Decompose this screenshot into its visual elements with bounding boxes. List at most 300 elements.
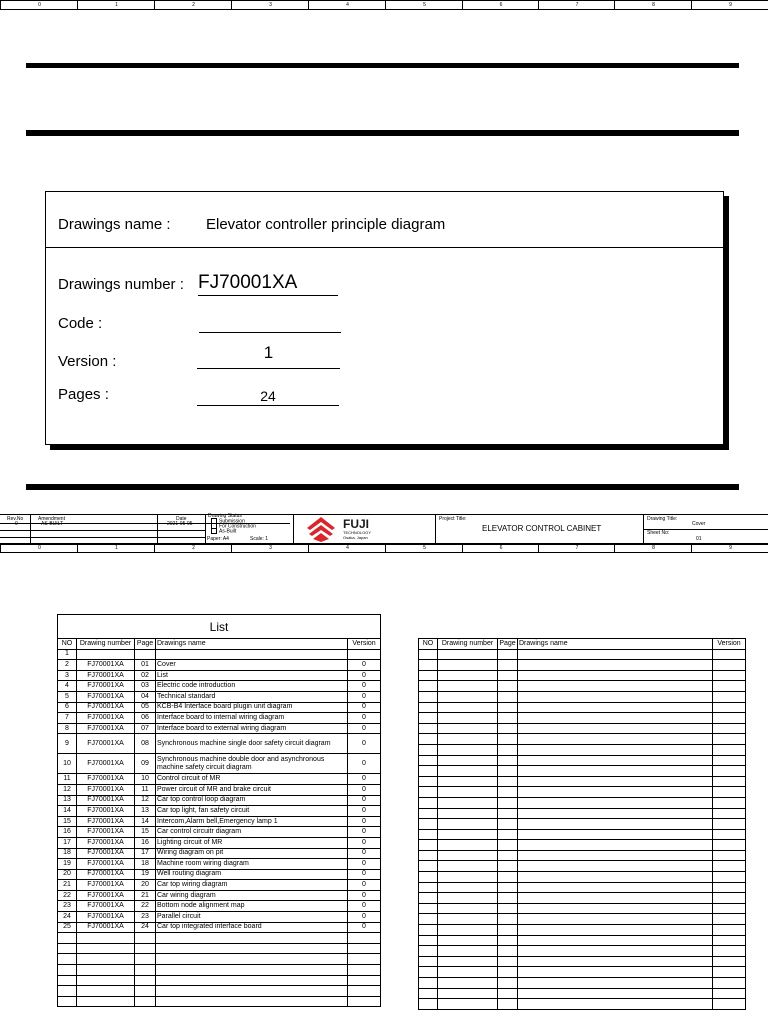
table-row xyxy=(58,901,381,912)
ruler-number: 6 xyxy=(462,544,539,552)
drawing-number-cell xyxy=(438,819,498,830)
page-cell: 15 xyxy=(135,827,156,838)
page-cell xyxy=(498,787,518,798)
version-cell xyxy=(713,797,746,808)
drawing-number-cell xyxy=(438,882,498,893)
drawings-name-cell xyxy=(518,872,713,883)
drawings-name-cell xyxy=(518,861,713,872)
sheet-no-label: Sheet No: xyxy=(647,530,670,536)
page-cell: 13 xyxy=(135,806,156,817)
table-row xyxy=(419,787,746,798)
version-cell: 0 xyxy=(348,880,381,891)
table-row xyxy=(58,912,381,923)
version-cell xyxy=(713,903,746,914)
table-row xyxy=(58,975,381,986)
version-cell xyxy=(713,956,746,967)
version-cell xyxy=(713,893,746,904)
drawings-name-cell: Synchronous machine double door and asynchronous machine safety circuit diagram xyxy=(156,754,348,774)
version-cell: Version xyxy=(713,639,746,650)
card-divider xyxy=(46,247,723,248)
drawing-number-cell: FJ70001XA xyxy=(77,890,135,901)
drawing-number-cell xyxy=(438,776,498,787)
version-cell: 0 xyxy=(348,784,381,795)
version-cell xyxy=(713,702,746,713)
amendment-label: Amendment xyxy=(38,516,65,522)
table-row xyxy=(58,774,381,785)
page-cell xyxy=(498,967,518,978)
drawings-name-cell xyxy=(518,702,713,713)
version-value: 1 xyxy=(197,343,340,369)
table-row xyxy=(419,956,746,967)
version-cell xyxy=(713,713,746,724)
drawing-number-cell xyxy=(77,996,135,1007)
drawings-name-cell xyxy=(518,840,713,851)
page-cell xyxy=(498,670,518,681)
table-row xyxy=(419,840,746,851)
page-cell xyxy=(135,986,156,997)
no-cell xyxy=(419,840,438,851)
no-cell xyxy=(419,787,438,798)
drawing-number-cell: FJ70001XA xyxy=(77,713,135,724)
version-label: Version : xyxy=(58,353,117,370)
no-cell: 15 xyxy=(58,816,77,827)
drawings-name-cell: Drawings name xyxy=(518,639,713,650)
version-cell xyxy=(348,933,381,944)
version-cell xyxy=(713,755,746,766)
drawing-number-cell: FJ70001XA xyxy=(77,922,135,933)
drawing-number-cell xyxy=(77,933,135,944)
drawing-number-cell: FJ70001XA xyxy=(77,827,135,838)
page-cell: 21 xyxy=(135,890,156,901)
drawings-name-cell xyxy=(518,893,713,904)
drawing-number-cell xyxy=(438,670,498,681)
version-cell: 0 xyxy=(348,670,381,681)
ruler-number: 1 xyxy=(77,544,155,552)
company-name: FUJI xyxy=(343,517,370,531)
version-cell xyxy=(348,965,381,976)
drawing-number-cell xyxy=(438,787,498,798)
no-cell: 4 xyxy=(58,681,77,692)
table-row xyxy=(58,954,381,965)
page-cell xyxy=(498,925,518,936)
no-cell: 3 xyxy=(58,670,77,681)
page-cell xyxy=(498,946,518,957)
page-cell: 12 xyxy=(135,795,156,806)
drawing-number-cell xyxy=(438,861,498,872)
drawings-number-value: FJ70001XA xyxy=(198,272,338,296)
page-cell xyxy=(498,649,518,660)
drawings-name-cell xyxy=(518,660,713,671)
page-cell: 04 xyxy=(135,691,156,702)
drawings-name-cell xyxy=(518,850,713,861)
drawings-name-cell: Parallel circuit xyxy=(156,912,348,923)
no-cell xyxy=(419,766,438,777)
drawing-number-cell xyxy=(438,713,498,724)
drawing-number-cell: FJ70001XA xyxy=(77,848,135,859)
page-cell: 20 xyxy=(135,880,156,891)
page-cell xyxy=(498,956,518,967)
page-cell xyxy=(498,808,518,819)
table-row xyxy=(58,848,381,859)
no-cell xyxy=(419,893,438,904)
ruler-number: 0 xyxy=(0,1,78,9)
ruler-number: 9 xyxy=(691,544,768,552)
drawings-name-cell: Cover xyxy=(156,660,348,671)
version-cell xyxy=(348,996,381,1007)
version-cell: 0 xyxy=(348,816,381,827)
version-cell: 0 xyxy=(348,702,381,713)
version-cell: 0 xyxy=(348,922,381,933)
no-cell xyxy=(419,988,438,999)
version-cell xyxy=(713,776,746,787)
drawing-number-cell: Drawing number xyxy=(438,639,498,650)
drawings-name-cell: Drawings name xyxy=(156,639,348,650)
drawings-name-cell xyxy=(156,986,348,997)
version-cell: 0 xyxy=(348,848,381,859)
version-cell: 0 xyxy=(348,774,381,785)
version-cell xyxy=(713,787,746,798)
page-cell: 08 xyxy=(135,734,156,754)
drawings-name-cell: Well routing diagram xyxy=(156,869,348,880)
table-row xyxy=(419,713,746,724)
table-row xyxy=(419,935,746,946)
drawing-number-cell xyxy=(77,954,135,965)
table-row xyxy=(419,999,746,1010)
company-location: Osaka, Japan xyxy=(343,535,368,540)
version-cell xyxy=(713,946,746,957)
page-cell: 23 xyxy=(135,912,156,923)
drawing-number-cell xyxy=(438,840,498,851)
ruler-number: 3 xyxy=(231,1,309,9)
drawing-number-cell xyxy=(438,829,498,840)
version-cell xyxy=(713,819,746,830)
table-row xyxy=(419,691,746,702)
version-cell: 0 xyxy=(348,660,381,671)
version-cell xyxy=(713,999,746,1010)
no-cell: 10 xyxy=(58,754,77,774)
no-cell xyxy=(58,933,77,944)
version-cell xyxy=(713,925,746,936)
code-value xyxy=(199,314,341,333)
table-row xyxy=(419,819,746,830)
drawings-name-cell: Interface board to external wiring diagram xyxy=(156,723,348,734)
drawing-number-cell: FJ70001XA xyxy=(77,723,135,734)
drawing-number-cell xyxy=(438,744,498,755)
table-row xyxy=(58,660,381,671)
drawing-number-cell: FJ70001XA xyxy=(77,784,135,795)
drawing-number-cell: FJ70001XA xyxy=(77,734,135,754)
drawing-number-cell xyxy=(77,965,135,976)
drawings-name-cell: Car top wiring diagram xyxy=(156,880,348,891)
drawing-number-cell: FJ70001XA xyxy=(77,901,135,912)
table-row xyxy=(58,649,381,660)
scale-label: Scale: 1 xyxy=(250,536,269,542)
table-row xyxy=(58,734,381,754)
table-row xyxy=(58,723,381,734)
version-cell: 0 xyxy=(348,754,381,774)
cover-card xyxy=(45,191,724,445)
table-row xyxy=(58,986,381,997)
project-title-label: Project Title: xyxy=(439,516,467,522)
no-cell xyxy=(419,925,438,936)
drawings-name-cell xyxy=(518,713,713,724)
drawing-number-cell xyxy=(438,935,498,946)
table-row xyxy=(419,946,746,957)
drawing-number-cell: FJ70001XA xyxy=(77,912,135,923)
drawings-name-cell: Power circuit of MR and brake circuit xyxy=(156,784,348,795)
drawings-name-cell xyxy=(518,935,713,946)
version-cell xyxy=(348,943,381,954)
drawing-number-cell: FJ70001XA xyxy=(77,702,135,713)
no-cell: 7 xyxy=(58,713,77,724)
version-cell xyxy=(713,861,746,872)
drawings-name-cell xyxy=(518,670,713,681)
drawings-name-cell: Car wiring diagram xyxy=(156,890,348,901)
table-row xyxy=(58,859,381,870)
version-cell: 0 xyxy=(348,723,381,734)
drawing-number-cell xyxy=(438,660,498,671)
no-cell: 11 xyxy=(58,774,77,785)
page-cell xyxy=(498,755,518,766)
drawing-number-cell xyxy=(438,755,498,766)
table-row xyxy=(419,978,746,989)
page-cell: 03 xyxy=(135,681,156,692)
page-cell xyxy=(498,850,518,861)
drawing-number-cell xyxy=(438,967,498,978)
version-cell xyxy=(713,967,746,978)
drawing-number-cell xyxy=(438,808,498,819)
drawings-name-cell: Electric code introduction xyxy=(156,681,348,692)
version-cell: 0 xyxy=(348,806,381,817)
version-cell xyxy=(713,649,746,660)
no-cell xyxy=(419,691,438,702)
drawings-name-cell xyxy=(518,967,713,978)
ruler-number: 8 xyxy=(614,1,692,9)
checkbox-icon xyxy=(211,528,217,534)
no-cell: 24 xyxy=(58,912,77,923)
drawings-name-cell: Car control circuitr diagram xyxy=(156,827,348,838)
table-header-row xyxy=(419,639,746,650)
version-cell xyxy=(713,691,746,702)
drawing-title-label: Drawing Title: xyxy=(647,516,678,522)
table-row xyxy=(58,837,381,848)
table-row xyxy=(58,922,381,933)
drawing-number-cell xyxy=(438,723,498,734)
drawings-name-cell xyxy=(518,925,713,936)
page-cell xyxy=(498,776,518,787)
version-cell xyxy=(348,954,381,965)
drawing-number-cell xyxy=(438,797,498,808)
drawings-name-cell: Machine room wiring diagram xyxy=(156,859,348,870)
no-cell xyxy=(419,978,438,989)
no-cell xyxy=(419,723,438,734)
no-cell xyxy=(58,975,77,986)
version-cell xyxy=(713,850,746,861)
page-cell xyxy=(498,691,518,702)
page-cell: 11 xyxy=(135,784,156,795)
version-cell: 0 xyxy=(348,869,381,880)
page-cell: 19 xyxy=(135,869,156,880)
page-cell: 10 xyxy=(135,774,156,785)
pages-label: Pages : xyxy=(58,386,109,403)
rev-no-label: Rev.No xyxy=(7,516,24,522)
drawings-name-cell xyxy=(156,965,348,976)
version-cell xyxy=(713,681,746,692)
drawings-name-cell xyxy=(518,649,713,660)
page-cell xyxy=(135,933,156,944)
page-cell xyxy=(498,723,518,734)
ruler-number: 8 xyxy=(614,544,692,552)
version-cell: 0 xyxy=(348,734,381,754)
page-cell xyxy=(498,681,518,692)
ruler-number: 2 xyxy=(154,1,232,9)
version-cell xyxy=(713,829,746,840)
drawings-name-cell xyxy=(518,755,713,766)
table-row xyxy=(419,988,746,999)
table-row xyxy=(58,784,381,795)
no-cell: NO xyxy=(419,639,438,650)
no-cell: 6 xyxy=(58,702,77,713)
drawings-name-cell xyxy=(518,744,713,755)
no-cell: 17 xyxy=(58,837,77,848)
no-cell: 19 xyxy=(58,859,77,870)
rule-1 xyxy=(26,63,739,68)
table-row xyxy=(58,827,381,838)
version-cell xyxy=(713,766,746,777)
version-cell: 0 xyxy=(348,859,381,870)
version-cell: 0 xyxy=(348,890,381,901)
no-cell: NO xyxy=(58,639,77,650)
table-row xyxy=(58,816,381,827)
table-row xyxy=(58,806,381,817)
page-cell: 24 xyxy=(135,922,156,933)
page-cell: 05 xyxy=(135,702,156,713)
drawing-number-cell: FJ70001XA xyxy=(77,816,135,827)
table-header-row xyxy=(58,639,381,650)
page-cell: 18 xyxy=(135,859,156,870)
drawings-name-cell xyxy=(518,988,713,999)
drawings-name-cell xyxy=(518,808,713,819)
no-cell xyxy=(419,967,438,978)
drawing-number-cell xyxy=(438,850,498,861)
table-row xyxy=(58,670,381,681)
drawing-number-cell xyxy=(438,734,498,745)
drawings-name-cell xyxy=(156,975,348,986)
drawings-name-cell: List xyxy=(156,670,348,681)
version-cell xyxy=(713,978,746,989)
page-cell xyxy=(498,882,518,893)
page-cell xyxy=(498,840,518,851)
no-cell xyxy=(419,649,438,660)
drawings-name-cell: Technical standard xyxy=(156,691,348,702)
page-cell: 22 xyxy=(135,901,156,912)
drawings-name-cell xyxy=(156,943,348,954)
drawing-number-cell xyxy=(438,872,498,883)
ruler-number: 3 xyxy=(231,544,309,552)
drawings-name-cell xyxy=(518,797,713,808)
drawing-list-table xyxy=(57,638,381,1007)
date-value: 2021-05-05 xyxy=(167,521,193,527)
drawing-status-label: Drawing Status xyxy=(208,513,242,519)
page-cell: 09 xyxy=(135,754,156,774)
page-cell xyxy=(498,978,518,989)
drawing-number-cell xyxy=(438,925,498,936)
version-cell xyxy=(713,882,746,893)
table-row xyxy=(58,880,381,891)
version-cell: 0 xyxy=(348,795,381,806)
drawings-name-cell: Car top integrated interface board xyxy=(156,922,348,933)
version-cell xyxy=(348,975,381,986)
drawings-name-cell xyxy=(156,954,348,965)
no-cell: 1 xyxy=(58,649,77,660)
no-cell xyxy=(419,660,438,671)
page-cell: 07 xyxy=(135,723,156,734)
no-cell xyxy=(419,702,438,713)
drawings-name-cell: Car top control loop diagram xyxy=(156,795,348,806)
page-cell xyxy=(498,702,518,713)
drawings-name-cell: Intercom,Alarm bell,Emergency lamp 1 xyxy=(156,816,348,827)
drawing-number-cell xyxy=(438,893,498,904)
table-row xyxy=(58,933,381,944)
ruler-number: 7 xyxy=(538,1,615,9)
page-cell xyxy=(498,988,518,999)
drawing-title-value: Cover xyxy=(692,521,706,527)
ruler-number: 5 xyxy=(385,1,463,9)
version-cell: 0 xyxy=(348,837,381,848)
status-option-2: As-Built xyxy=(211,528,236,534)
drawings-name-cell xyxy=(518,882,713,893)
page-cell: 01 xyxy=(135,660,156,671)
version-cell xyxy=(713,840,746,851)
no-cell: 22 xyxy=(58,890,77,901)
no-cell: 13 xyxy=(58,795,77,806)
ruler-number: 6 xyxy=(462,1,539,9)
drawings-name-cell xyxy=(518,681,713,692)
no-cell xyxy=(419,670,438,681)
drawings-name-cell xyxy=(518,766,713,777)
code-label: Code : xyxy=(58,315,103,332)
drawing-number-cell: FJ70001XA xyxy=(77,660,135,671)
no-cell xyxy=(419,872,438,883)
no-cell xyxy=(58,996,77,1007)
page-cell xyxy=(135,649,156,660)
table-row xyxy=(419,808,746,819)
version-cell xyxy=(713,808,746,819)
date-label: Date xyxy=(176,516,187,522)
table-row xyxy=(58,713,381,724)
page-cell: 17 xyxy=(135,848,156,859)
table-row xyxy=(58,890,381,901)
company-sub: TECHNOLOGY xyxy=(343,530,372,535)
version-cell xyxy=(348,986,381,997)
no-cell xyxy=(419,681,438,692)
table-row xyxy=(58,943,381,954)
version-cell xyxy=(713,670,746,681)
drawing-number-cell: FJ70001XA xyxy=(77,859,135,870)
drawings-name-cell xyxy=(518,978,713,989)
drawing-number-cell: FJ70001XA xyxy=(77,806,135,817)
table-row xyxy=(419,670,746,681)
page-cell xyxy=(498,713,518,724)
no-cell xyxy=(419,882,438,893)
table-row xyxy=(58,795,381,806)
list-title: List xyxy=(57,614,381,639)
paper-label: Paper: A4 xyxy=(207,536,229,542)
no-cell xyxy=(419,744,438,755)
drawings-name-cell xyxy=(156,933,348,944)
rev-no-value: 0 xyxy=(15,521,18,527)
rule-2 xyxy=(26,130,739,136)
